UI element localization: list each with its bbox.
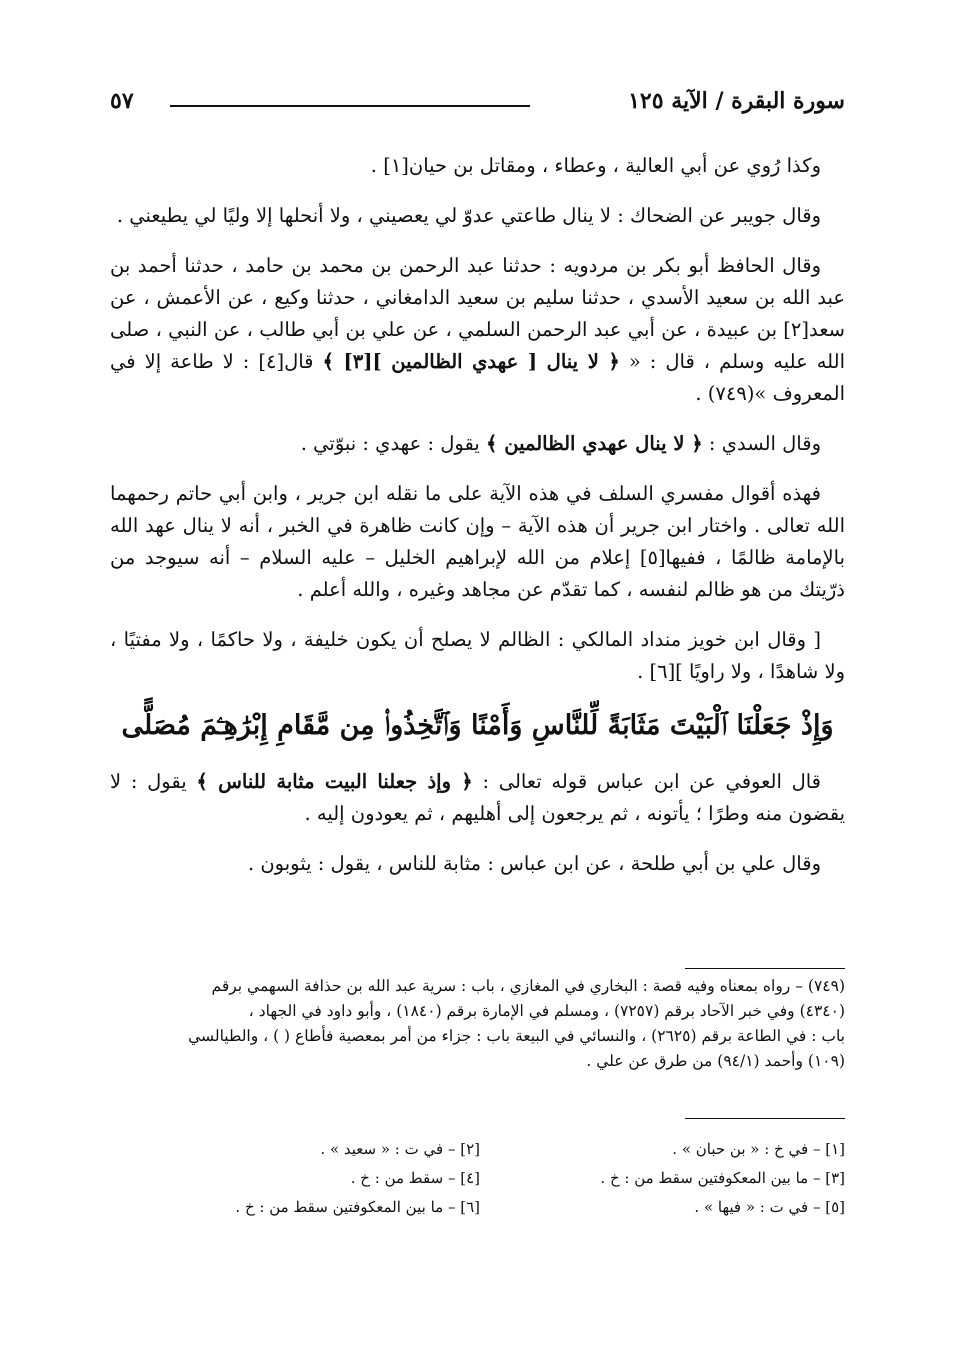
note-item: [٥] – في ت : « فيها » . xyxy=(694,1198,845,1216)
paragraph-7-text-a: قال العوفي عن ابن عباس قوله تعالى : xyxy=(482,770,822,793)
paragraph-2: وقال جويبر عن الضحاك : لا ينال طاعتي عدوّ لي يعصيني ، ولا أنحلها إلا وليًا لي يطيعني . xyxy=(116,204,821,227)
quran-verse-heading: وَإِذْ جَعَلْنَا ٱلْبَيْتَ مَثَابَةً لِّلنَّاسِ وَأَمْنًا وَٱتَّخِذُوا۟ مِن مَّقَامِ إِبْرَٰهِـۧمَ مُصَلًّى xyxy=(121,710,834,741)
paragraph-5: فهذه أقوال مفسري السلف في هذه الآية على ما نقله ابن جرير ، وابن أبي حاتم رحمهما الله تعالى . واختار ابن جرير أن هذه الآية – وإن كانت ظاهرة في الخبر ، أنه لا ينال عهد الله بالإمامة ظالمًا ، ففيها[٥] إعلام من الله لإبراهيم الخليل – عليه السلام – أنه سيوجد من ذرّيتك من هو ظالم لنفسه ، كما تقدّم عن مجاهد وغيره ، والله أعلم . xyxy=(110,482,845,601)
main-text xyxy=(110,150,845,898)
manuscript-notes xyxy=(115,1140,845,1227)
footnote-separator xyxy=(685,968,845,969)
footnote-line: (٤٣٤٠) وفي خبر الآحاد برقم (٧٢٥٧) ، ومسلم في الإمارة برقم (١٨٤٠) ، وأبو داود في الجهاد ، xyxy=(248,1002,845,1020)
note-row xyxy=(115,1169,845,1198)
paragraph-6: [ وقال ابن خويز منداد المالكي : الظالم لا يصلح أن يكون خليفة ، ولا حاكمًا ، ولا مفتيًا ، ولا شاهدًا ، ولا راويًا ][٦] . xyxy=(110,628,845,683)
footnote-line: (٧٤٩) – رواه بمعناه وفيه قصة : البخاري في المغازي ، باب : سرية عبد الله بن حذافة السهمي برقم xyxy=(211,977,845,995)
paragraph-3 xyxy=(110,250,845,410)
note-row xyxy=(115,1198,845,1227)
paragraph-7 xyxy=(110,766,845,830)
note-item: [١] – في خ : « بن حبان » . xyxy=(672,1140,845,1158)
note-item: [٦] – ما بين المعكوفتين سقط من : خ . xyxy=(235,1198,480,1216)
page-header xyxy=(110,88,845,124)
note-item: [٢] – في ت : « سعيد » . xyxy=(320,1140,480,1158)
paragraph-1: وكذا رُوي عن أبي العالية ، وعطاء ، ومقاتل بن حيان[١] . xyxy=(370,154,821,177)
paragraph-3-text-b: قال[٤] : لا طاعة إلا في المعروف »(٧٤٩) . xyxy=(110,350,845,405)
quran-quote: ﴿ لا ينال [ عهدي الظالمين ][٣] ﴾ xyxy=(322,350,620,373)
note-item: [٤] – سقط من : خ . xyxy=(350,1169,480,1187)
paragraph-7-text-b: يقول : لا يقضون منه وطرًا ؛ يأتونه ، ثم يرجعون إلى أهليهم ، ثم يعودون إليه . xyxy=(110,770,845,825)
paragraph-4-text-b: يقول : عهدي : نبوّتي . xyxy=(300,432,480,455)
running-title: سورة البقرة / الآية ١٢٥ xyxy=(628,88,845,114)
hadith-footnote xyxy=(100,974,845,1074)
footnote-line: (١٠٩) وأحمد (٩٤/١) من طرق عن علي . xyxy=(586,1052,845,1070)
page-number: ٥٧ xyxy=(110,88,134,114)
paragraph-3-text-a: وقال الحافظ أبو بكر بن مردويه : حدثنا عبد الرحمن بن محمد بن حامد ، حدثنا أحمد بن عبد الله بن سعيد الأسدي ، حدثنا سليم بن سعيد الدامغاني ، حدثنا وكيع ، عن الأعمش ، عن سعد[٢] بن عبيدة ، عن أبي عبد الرحمن السلمي ، عن علي بن أبي طالب ، عن النبي ، صلى الله عليه وسلم ، قال : « xyxy=(110,254,845,373)
quran-quote: ﴿ وإذ جعلنا البيت مثابة للناس ﴾ xyxy=(196,770,473,793)
notes-separator xyxy=(685,1118,845,1119)
note-row xyxy=(115,1140,845,1169)
paragraph-4 xyxy=(110,428,845,460)
footnote-line: باب : في الطاعة برقم (٢٦٢٥) ، والنسائي في البيعة باب : جزاء من أمر بمعصية فأطاع ( ) ، والطيالسي xyxy=(188,1027,845,1045)
quran-quote: ﴿ لا ينال عهدي الظالمين ﴾ xyxy=(486,432,703,455)
paragraph-8: وقال علي بن أبي طلحة ، عن ابن عباس : مثابة للناس ، يقول : يثوبون . xyxy=(247,852,821,875)
note-item: [٣] – ما بين المعكوفتين سقط من : خ . xyxy=(600,1169,845,1187)
header-rule xyxy=(170,105,530,107)
paragraph-4-text-a: وقال السدي : xyxy=(708,432,821,455)
